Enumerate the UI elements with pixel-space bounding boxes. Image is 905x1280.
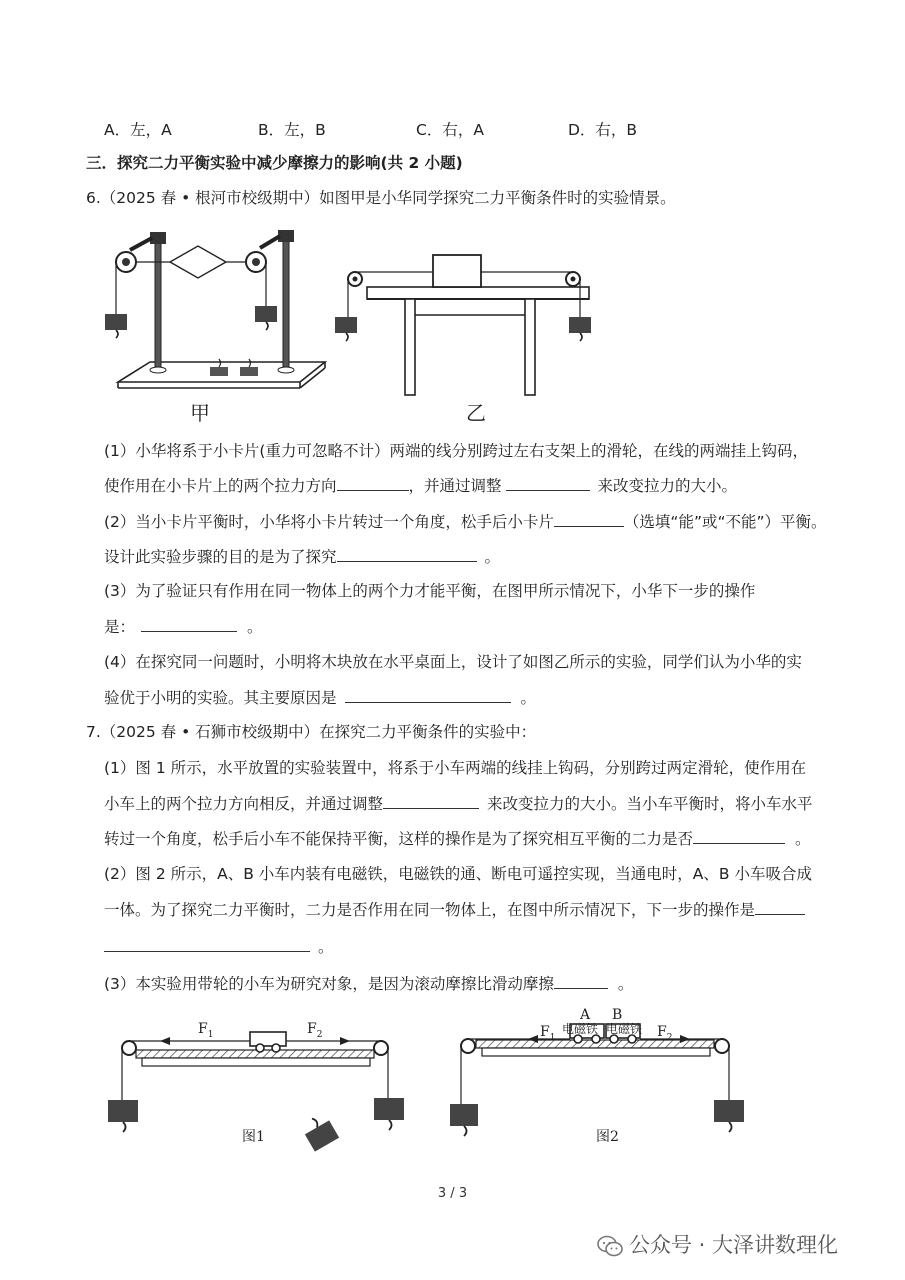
answer-blank[interactable] (337, 545, 477, 562)
answer-blank[interactable] (554, 972, 608, 989)
figure-label-jia: 甲 (190, 401, 210, 425)
option-a: A．左，A (104, 121, 172, 139)
q7-part2-line2: 一体。为了探究二力平衡时，二力是否作用在同一物体上，在图中所示情况下，下一步的操作是 (104, 898, 805, 921)
footer-watermark: 公众号 · 大泽讲数理化 (597, 1229, 838, 1259)
q6-part2-line1: (2）当小卡片平衡时，小华将小卡片转过一个角度，松手后小卡片 （选填“能”或“不能”）平衡。 (104, 510, 827, 533)
q6-part3-line1: (3）为了验证只有作用在同一物体上的两个力才能平衡，在图甲所示情况下，小华下一步的操作 (104, 582, 756, 600)
q7-part1-line3: 转过一个角度，松手后小车不能保持平衡，这样的操作是为了探究相互平衡的二力是否 。 (104, 827, 811, 850)
figure-yi (325, 245, 605, 405)
figure-label-yi: 乙 (466, 401, 486, 425)
fig2-magnet-a: 电磁铁 (562, 1022, 599, 1036)
answer-blank[interactable] (141, 615, 237, 632)
fig1-label-f2: $F_2$ (307, 1021, 323, 1040)
q6-part4-line2: 验优于小明的实验。其主要原因是 。 (104, 686, 536, 709)
option-b: B．左，B (258, 121, 326, 139)
answer-blank[interactable] (554, 510, 624, 527)
fig2-label-f2: $F_2$ (657, 1024, 673, 1043)
figure-jia (100, 222, 335, 402)
q7-part2-line3: 。 (104, 935, 334, 958)
page-number: 3 / 3 (437, 1186, 468, 1201)
answer-blank[interactable] (104, 935, 310, 952)
q6-stem: 6.（2025 春 • 根河市校级期中）如图甲是小华同学探究二力平衡条件时的实验情景。 (86, 189, 676, 207)
fig1-caption: 图1 (242, 1129, 265, 1145)
q7-part1-line1: (1）图 1 所示，水平放置的实验装置中，将系于小车两端的线挂上钩码，分别跨过两定滑轮，使作用在 (104, 759, 807, 777)
answer-blank[interactable] (345, 686, 511, 703)
option-d: D．右，B (568, 121, 638, 139)
section-title: 三．探究二力平衡实验中减少摩擦力的影响(共 2 小题) (86, 154, 463, 172)
q7-part1-line2: 小车上的两个拉力方向相反，并通过调整 来改变拉力的大小。当小车平衡时，将小车水平 (104, 792, 813, 815)
q6-part2-line2: 设计此实验步骤的目的是为了探究 。 (104, 545, 500, 568)
q6-part3-line2: 是： 。 (104, 615, 263, 638)
option-c: C．右，A (416, 121, 484, 139)
q7-part2-line1: (2）图 2 所示，A、B 小车内装有电磁铁，电磁铁的通、断电可遥控实现，当通电时，A、B 小车吸合成 (104, 865, 812, 883)
answer-blank[interactable] (693, 827, 785, 844)
fig2-label-b: B (612, 1007, 623, 1023)
wechat-icon (597, 1235, 623, 1257)
fig2-magnet-b: 电磁铁 (606, 1022, 643, 1036)
fig2-caption: 图2 (596, 1129, 619, 1145)
fig2-label-f1: $F_1$ (540, 1024, 556, 1043)
answer-blank[interactable] (506, 474, 590, 491)
answer-blank[interactable] (337, 474, 409, 491)
q7-stem: 7.（2025 春 • 石狮市校级期中）在探究二力平衡条件的实验中： (86, 723, 537, 741)
q6-part1-line2: 使作用在小卡片上的两个拉力方向 ，并通过调整 来改变拉力的大小。 (104, 474, 737, 497)
answer-blank[interactable] (755, 898, 805, 915)
fig1-label-f1: $F_1$ (198, 1021, 214, 1040)
q6-part4-line1: (4）在探究同一问题时，小明将木块放在水平桌面上，设计了如图乙所示的实验，同学们认为小华的实 (104, 653, 802, 671)
q6-part1-line1: (1）小华将系于小卡片(重力可忽略不计）两端的线分别跨过左右支架上的滑轮，在线的两端挂上钩码， (104, 442, 808, 460)
answer-blank[interactable] (383, 792, 479, 809)
fig2-label-a: A (580, 1007, 591, 1023)
q7-part3-line1: (3）本实验用带轮的小车为研究对象，是因为滚动摩擦比滑动摩擦 。 (104, 972, 633, 995)
